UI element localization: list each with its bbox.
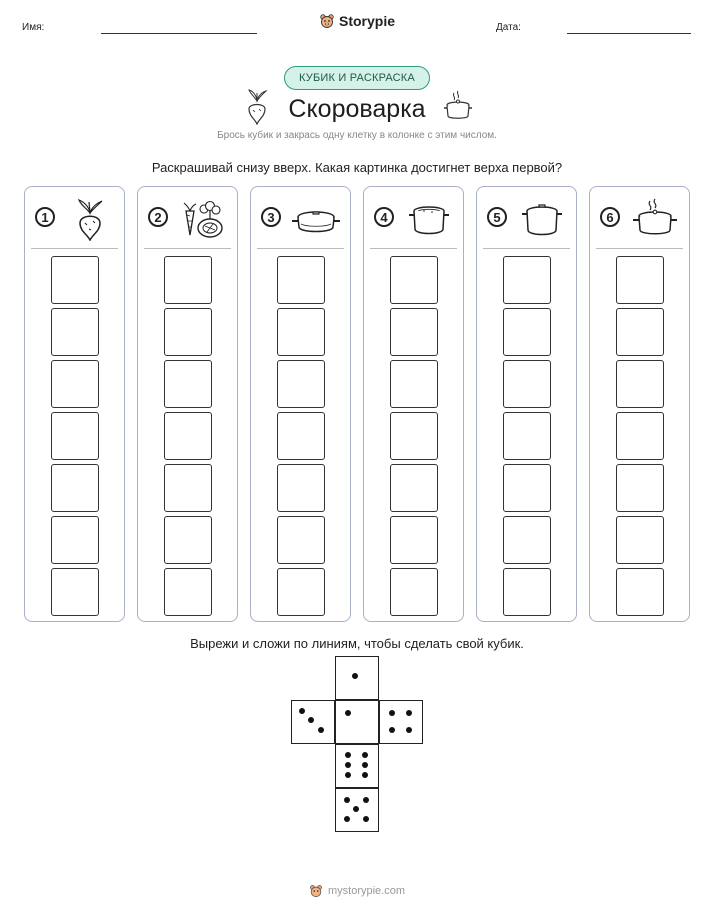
pan-with-lid-icon (289, 197, 343, 241)
date-field[interactable] (567, 33, 691, 34)
color-cell[interactable] (503, 256, 551, 304)
die-face-5 (335, 788, 379, 832)
color-cell[interactable] (51, 412, 99, 460)
instruction: Раскрашивай снизу вверх. Какая картинка достигнет верха первой? (151, 160, 563, 175)
column-divider (596, 248, 683, 249)
pip (345, 762, 351, 768)
pip (299, 708, 305, 714)
footer-url: mystorypie.com (327, 885, 406, 897)
column-header (364, 187, 463, 247)
pip (344, 797, 350, 803)
color-cell[interactable] (277, 464, 325, 512)
cut-instruction: Вырежи и сложи по линиям, чтобы сделать свой кубик. (190, 636, 524, 651)
pip (362, 772, 368, 778)
column-header (25, 187, 124, 247)
color-cell[interactable] (164, 516, 212, 564)
column-header (138, 187, 237, 247)
vegetables-icon (176, 197, 230, 241)
color-cell[interactable] (51, 360, 99, 408)
color-cell[interactable] (164, 568, 212, 616)
color-cell[interactable] (277, 412, 325, 460)
column-number: 5 (487, 207, 507, 227)
color-cell[interactable] (277, 256, 325, 304)
die-face-4 (379, 700, 423, 744)
pip (345, 710, 351, 716)
footer (0, 884, 714, 898)
color-cell[interactable] (164, 360, 212, 408)
pip (406, 727, 412, 733)
soup-pot-icon (402, 197, 456, 241)
column-divider (144, 248, 231, 249)
storypie-mascot-icon (309, 884, 323, 898)
column-4 (363, 186, 464, 622)
steaming-pot-decoration-icon (443, 89, 473, 123)
color-cell[interactable] (616, 412, 664, 460)
color-cell[interactable] (503, 516, 551, 564)
pip (389, 727, 395, 733)
column-divider (31, 248, 118, 249)
color-cell[interactable] (51, 308, 99, 356)
pip (352, 673, 358, 679)
column-number: 1 (35, 207, 55, 227)
color-cell[interactable] (503, 568, 551, 616)
die-face-6 (335, 744, 379, 788)
color-cell[interactable] (390, 308, 438, 356)
color-cell[interactable] (277, 568, 325, 616)
pip (353, 806, 359, 812)
column-header (251, 187, 350, 247)
color-cell[interactable] (390, 412, 438, 460)
color-cell[interactable] (164, 308, 212, 356)
color-cell[interactable] (277, 308, 325, 356)
column-header (590, 187, 689, 247)
color-cell[interactable] (616, 516, 664, 564)
radish-icon (63, 197, 117, 241)
pip (345, 772, 351, 778)
color-cell[interactable] (616, 256, 664, 304)
color-cell[interactable] (503, 360, 551, 408)
color-cell[interactable] (164, 464, 212, 512)
column-number: 3 (261, 207, 281, 227)
color-cell[interactable] (51, 464, 99, 512)
column-divider (257, 248, 344, 249)
column-number: 6 (600, 207, 620, 227)
color-cell[interactable] (51, 516, 99, 564)
brand-name: Storypie (338, 13, 395, 29)
color-cell[interactable] (51, 568, 99, 616)
color-cell[interactable] (390, 568, 438, 616)
color-cell[interactable] (390, 256, 438, 304)
color-cell[interactable] (503, 308, 551, 356)
pip (363, 816, 369, 822)
pip (362, 762, 368, 768)
color-cell[interactable] (390, 516, 438, 564)
color-cell[interactable] (616, 464, 664, 512)
color-cell[interactable] (616, 360, 664, 408)
column-5 (476, 186, 577, 622)
column-number: 4 (374, 207, 394, 227)
column-6 (589, 186, 690, 622)
pip (308, 717, 314, 723)
pip (389, 710, 395, 716)
column-2 (137, 186, 238, 622)
color-cell[interactable] (164, 412, 212, 460)
date-label: Дата: (496, 22, 521, 33)
color-cell[interactable] (503, 464, 551, 512)
storypie-mascot-icon (319, 13, 335, 29)
color-cell[interactable] (390, 360, 438, 408)
activity-badge: КУБИК И РАСКРАСКА (284, 66, 430, 90)
die-face-1 (335, 656, 379, 700)
pip (363, 797, 369, 803)
column-divider (483, 248, 570, 249)
column-divider (370, 248, 457, 249)
pip (362, 752, 368, 758)
name-field[interactable] (101, 33, 257, 34)
color-cell[interactable] (616, 308, 664, 356)
name-label: Имя: (22, 22, 45, 33)
color-cell[interactable] (51, 256, 99, 304)
stock-pot-icon (515, 197, 569, 241)
pip (344, 816, 350, 822)
column-number: 2 (148, 207, 168, 227)
column-1 (24, 186, 125, 622)
color-cell[interactable] (616, 568, 664, 616)
color-cell[interactable] (390, 464, 438, 512)
steaming-pot-icon (628, 197, 682, 241)
brand-logo (0, 13, 714, 29)
color-cell[interactable] (277, 516, 325, 564)
color-cell[interactable] (503, 412, 551, 460)
column-header (477, 187, 576, 247)
pip (318, 727, 324, 733)
pip (345, 752, 351, 758)
column-3 (250, 186, 351, 622)
page-title: Скороварка (288, 95, 426, 123)
die-face-3 (291, 700, 335, 744)
subtitle: Брось кубик и закрась одну клетку в колонке с этим числом. (217, 130, 497, 141)
pip (406, 710, 412, 716)
color-cell[interactable] (164, 256, 212, 304)
color-cell[interactable] (277, 360, 325, 408)
die-face-1 (335, 700, 379, 744)
